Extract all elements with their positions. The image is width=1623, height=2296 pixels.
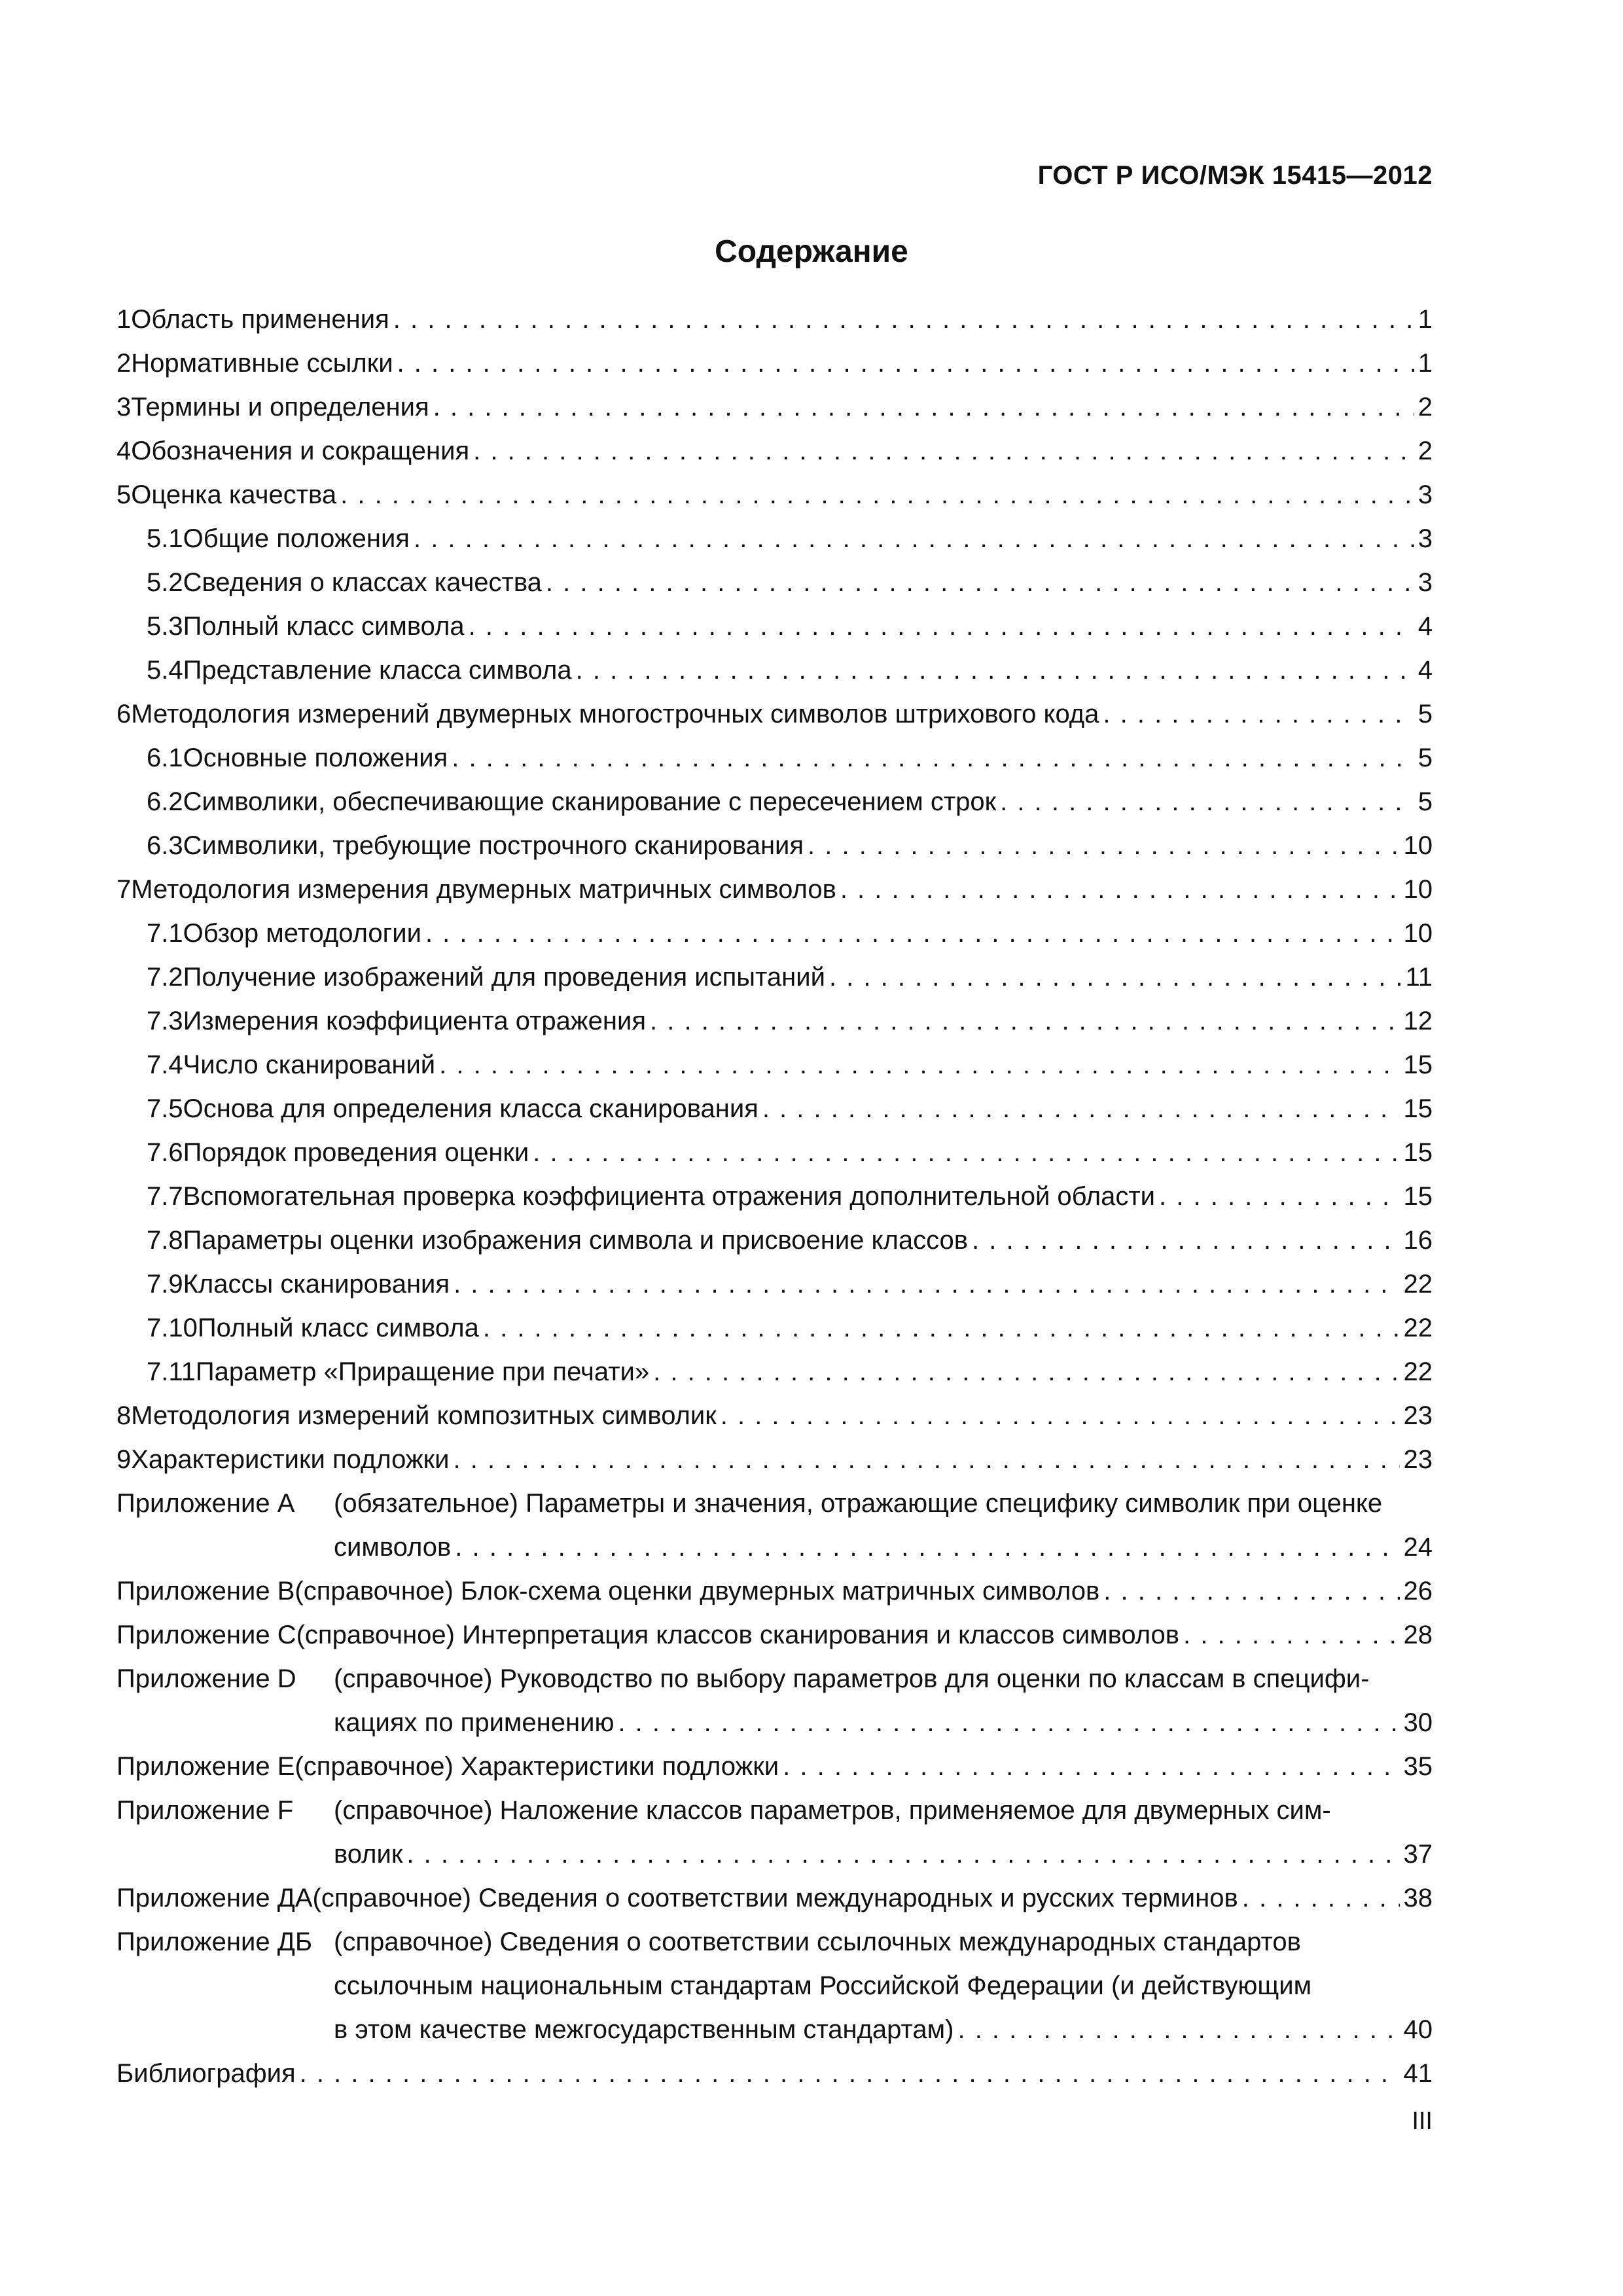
toc-entry-number: 3 — [116, 393, 132, 422]
dot-leader — [618, 1701, 1399, 1745]
toc-entry-title: Получение изображений для проведения испытаний — [183, 963, 825, 992]
dot-leader — [840, 868, 1400, 912]
toc-entry[interactable] — [116, 1263, 1433, 1306]
toc-entry[interactable] — [116, 1438, 1433, 1482]
appendix-title-line: (справочное) Характеристики подложки — [294, 1752, 779, 1781]
toc-entry-page: 28 — [1403, 1621, 1433, 1649]
toc-entry-title: Параметр «Приращение при печати» — [195, 1357, 650, 1386]
toc-entry-number: 7.1 — [147, 919, 183, 948]
toc-entry-title: Общие положения — [183, 524, 410, 553]
toc-entry-page: 15 — [1403, 1138, 1433, 1167]
appendix-title-line: (справочное) Блок-схема оценки двумерных матричных символов — [294, 1577, 1100, 1605]
toc-entry-page: 3 — [1418, 568, 1433, 597]
toc-entry-title: Полный класс символа — [183, 612, 465, 641]
toc-entry-page: 23 — [1403, 1445, 1433, 1474]
toc-entry-number: 6 — [116, 700, 132, 728]
toc-entry-number: 7 — [116, 875, 132, 904]
toc-entry-page: 37 — [1403, 1840, 1433, 1869]
toc-entry-title: Сведения о классах качества — [183, 568, 542, 597]
dot-leader — [972, 1219, 1399, 1263]
toc-entry-page: 2 — [1418, 437, 1433, 465]
toc-appendix-entry[interactable] — [116, 1920, 1433, 2052]
toc-entry-page: 10 — [1403, 831, 1433, 860]
dot-leader — [425, 912, 1400, 956]
toc-entry[interactable] — [116, 1131, 1433, 1175]
appendix-prefix: Приложение С — [116, 1621, 296, 1649]
toc-entry-title: Полный класс символа — [197, 1314, 479, 1342]
dot-leader — [439, 1043, 1399, 1087]
toc-entry[interactable] — [116, 561, 1433, 605]
toc-entry-number: 5.1 — [147, 524, 183, 553]
appendix-prefix: Приложение F — [116, 1796, 294, 1825]
dot-leader — [808, 824, 1399, 868]
page-title: Содержание — [715, 234, 908, 269]
toc-entry-number: 9 — [116, 1445, 132, 1474]
toc-appendix-entry[interactable] — [116, 1876, 1433, 1920]
appendix-title-line: (справочное) Сведения о соответствии международных и русских терминов — [312, 1884, 1238, 1912]
toc-entry-number: 2 — [116, 349, 132, 378]
toc-entry-number: 7.10 — [147, 1314, 198, 1342]
toc-appendix-entry[interactable] — [116, 1482, 1433, 1570]
dot-leader — [483, 1306, 1400, 1350]
dot-leader — [397, 342, 1414, 386]
dot-leader — [957, 2008, 1399, 2052]
toc-entry-number: 7.4 — [147, 1050, 183, 1079]
toc-entry-page: 15 — [1403, 1094, 1433, 1123]
toc-entry-number: 5.3 — [147, 612, 183, 641]
appendix-title-line: символов — [334, 1533, 452, 1562]
toc-entry-page: 1 — [1418, 349, 1433, 378]
toc-entry-title: Параметры оценки изображения символа и присвоение классов — [183, 1226, 969, 1255]
toc-entry-page: 24 — [1403, 1533, 1433, 1562]
dot-leader — [829, 956, 1402, 999]
toc-entry-page: 22 — [1403, 1314, 1433, 1342]
appendix-prefix: Приложение А — [116, 1489, 295, 1518]
toc-entry-title: Основные положения — [183, 744, 448, 772]
toc-entry-title: Измерения коэффициента отражения — [183, 1007, 647, 1035]
toc-entry[interactable] — [116, 780, 1433, 824]
toc-entry-title: Основа для определения класса сканирования — [183, 1094, 758, 1123]
toc-appendix-entry[interactable] — [116, 1570, 1433, 1613]
page-number: III — [1412, 2108, 1433, 2135]
toc-entry-title: Порядок проведения оценки — [183, 1138, 529, 1167]
appendix-title-line: кациях по применению — [334, 1708, 615, 1737]
toc-entry-title: Обозначения и сокращения — [131, 437, 470, 465]
toc-entry-page: 15 — [1403, 1182, 1433, 1211]
toc-entry[interactable] — [116, 429, 1433, 473]
dot-leader — [1103, 692, 1414, 736]
toc-entry-title: Число сканирований — [183, 1050, 436, 1079]
toc-entry-number: 7.8 — [147, 1226, 183, 1255]
dot-leader — [433, 386, 1414, 429]
toc-entry[interactable] — [116, 999, 1433, 1043]
appendix-title-line: (справочное) Наложение классов параметров, применяемое для двумерных сим- — [334, 1796, 1331, 1825]
toc-entry[interactable] — [116, 1306, 1433, 1350]
dot-leader — [576, 649, 1414, 692]
toc-appendix-entry[interactable] — [116, 1657, 1433, 1745]
toc-entry[interactable] — [116, 386, 1433, 429]
dot-leader — [455, 1526, 1399, 1570]
dot-leader — [1103, 1570, 1399, 1613]
dot-leader — [1183, 1613, 1399, 1657]
dot-leader — [452, 736, 1414, 780]
toc-entry[interactable] — [116, 1175, 1433, 1219]
toc-entry-title: Символики, обеспечивающие сканирование с пересечением строк — [183, 787, 997, 816]
appendix-prefix: Приложение ДБ — [116, 1928, 313, 1956]
toc-entry-title: Нормативные ссылки — [131, 349, 393, 378]
toc-entry-page: 11 — [1405, 963, 1433, 992]
toc-entry-number: 7.5 — [147, 1094, 183, 1123]
toc-entry-page: 40 — [1403, 2015, 1433, 2044]
dot-leader — [414, 517, 1414, 561]
toc-entry-page: 12 — [1403, 1007, 1433, 1035]
toc-entry-title: Оценка качества — [131, 480, 337, 509]
toc-entry-page: 10 — [1403, 919, 1433, 948]
appendix-title-line: (справочное) Руководство по выбору параметров для оценки по классам в специфи- — [334, 1664, 1370, 1693]
appendix-prefix: Приложение В — [116, 1577, 295, 1605]
toc-entry-number: 6.3 — [147, 831, 183, 860]
toc-entry-number: 6.1 — [147, 744, 183, 772]
appendix-title-line: в этом качестве межгосударственным стандартам) — [334, 2015, 954, 2044]
dot-leader — [454, 1438, 1400, 1482]
toc-entry-number: 7.7 — [147, 1182, 183, 1211]
toc-entry-title: Методология измерения двумерных матричных символов — [131, 875, 836, 904]
toc-entry-page: 26 — [1403, 1577, 1433, 1605]
toc-entry[interactable] — [116, 1087, 1433, 1131]
toc-entry-number: 7.2 — [147, 963, 183, 992]
toc-entry-page: 23 — [1403, 1401, 1433, 1430]
dot-leader — [1000, 780, 1414, 824]
toc-entry[interactable] — [116, 605, 1433, 649]
appendix-title-line: волик — [334, 1840, 403, 1869]
toc-entry-number: 7.11 — [147, 1357, 196, 1386]
toc-entry[interactable] — [116, 517, 1433, 561]
toc-entry-number: 5.2 — [147, 568, 183, 597]
toc-entry-title: Термины и определения — [131, 393, 429, 422]
toc-entry-page: 2 — [1418, 393, 1433, 422]
toc-entry-number: 7.6 — [147, 1138, 183, 1167]
toc-entry-page: 35 — [1403, 1752, 1433, 1781]
dot-leader — [300, 2052, 1400, 2096]
toc-entry[interactable] — [116, 1350, 1433, 1394]
toc-entry-page: 16 — [1403, 1226, 1433, 1255]
toc-entry-title: Представление класса символа — [183, 656, 572, 685]
toc-entry-title: Методология измерений двумерных многострочных символов штрихового кода — [131, 700, 1099, 728]
toc-entry-number: 5 — [116, 480, 132, 509]
toc-entry-title: Символики, требующие построчного сканирования — [183, 831, 804, 860]
bibliography-title: Библиография — [116, 2059, 296, 2088]
dot-leader — [469, 605, 1414, 649]
toc-entry-page: 22 — [1403, 1270, 1433, 1299]
toc-entry-number: 4 — [116, 437, 132, 465]
toc-appendix-entry[interactable] — [116, 1613, 1433, 1657]
dot-leader — [473, 429, 1414, 473]
dot-leader — [650, 999, 1399, 1043]
toc-entry-page: 10 — [1403, 875, 1433, 904]
dot-leader — [546, 561, 1414, 605]
toc-entry[interactable] — [116, 868, 1433, 912]
toc-entry-page: 15 — [1403, 1050, 1433, 1079]
toc-entry[interactable] — [116, 736, 1433, 780]
toc-entry-page: 41 — [1403, 2059, 1433, 2088]
toc-entry-page: 3 — [1418, 480, 1433, 509]
toc-entry-page: 1 — [1418, 305, 1433, 334]
toc-entry-title: Методология измерений композитных символик — [131, 1401, 717, 1430]
dot-leader — [762, 1087, 1400, 1131]
toc-entry[interactable] — [116, 956, 1433, 999]
document-code-header: ГОСТ Р ИСО/МЭК 15415—2012 — [1037, 161, 1433, 190]
toc-entry-page: 5 — [1418, 787, 1433, 816]
toc-entry-number: 6.2 — [147, 787, 183, 816]
toc-entry[interactable] — [116, 692, 1433, 736]
toc-entry-page: 30 — [1403, 1708, 1433, 1737]
toc-appendix-entry[interactable] — [116, 1745, 1433, 1789]
dot-leader — [340, 473, 1414, 517]
toc-entry-page: 38 — [1403, 1884, 1433, 1912]
toc-entry-number: 5.4 — [147, 656, 183, 685]
toc-bibliography[interactable] — [116, 2052, 1433, 2096]
appendix-title-line: (обязательное) Параметры и значения, отражающие специфику символик при оценке — [334, 1489, 1383, 1518]
toc-entry-number: 8 — [116, 1401, 132, 1430]
toc-entry-number: 1 — [116, 305, 132, 334]
toc-entry-title: Область применения — [131, 305, 389, 334]
dot-leader — [454, 1263, 1399, 1306]
table-of-contents — [116, 298, 1433, 2096]
appendix-title-line: (справочное) Сведения о соответствии ссылочных международных стандартов — [334, 1928, 1301, 1956]
toc-entry[interactable] — [116, 473, 1433, 517]
toc-entry-number: 7.9 — [147, 1270, 183, 1299]
dot-leader — [653, 1350, 1399, 1394]
dot-leader — [533, 1131, 1399, 1175]
toc-entry[interactable] — [116, 1043, 1433, 1087]
toc-appendix-entry[interactable] — [116, 1789, 1433, 1876]
toc-entry-page: 4 — [1418, 612, 1433, 641]
toc-entry[interactable] — [116, 649, 1433, 692]
dot-leader — [406, 1833, 1399, 1876]
dot-leader — [1159, 1175, 1399, 1219]
appendix-prefix: Приложение Е — [116, 1752, 295, 1781]
toc-entry[interactable] — [116, 1219, 1433, 1263]
appendix-title-line: ссылочным национальным стандартам Российской Федерации (и действующим — [334, 1971, 1312, 2000]
toc-entry-page: 4 — [1418, 656, 1433, 685]
toc-entry-title: Характеристики подложки — [131, 1445, 450, 1474]
toc-entry-title: Вспомогательная проверка коэффициента отражения дополнительной области — [183, 1182, 1156, 1211]
dot-leader — [721, 1394, 1400, 1438]
toc-entry-title: Классы сканирования — [183, 1270, 450, 1299]
appendix-title-line: (справочное) Интерпретация классов сканирования и классов символов — [296, 1621, 1180, 1649]
toc-entry[interactable] — [116, 1394, 1433, 1438]
dot-leader — [1242, 1876, 1400, 1920]
appendix-prefix: Приложение ДА — [116, 1884, 313, 1912]
toc-entry-title: Обзор методологии — [183, 919, 421, 948]
toc-entry-number: 7.3 — [147, 1007, 183, 1035]
toc-entry-page: 22 — [1403, 1357, 1433, 1386]
toc-entry[interactable] — [116, 912, 1433, 956]
toc-entry-page: 3 — [1418, 524, 1433, 553]
dot-leader — [783, 1745, 1399, 1789]
dot-leader — [393, 298, 1414, 342]
toc-entry[interactable] — [116, 342, 1433, 386]
toc-entry-page: 5 — [1418, 744, 1433, 772]
toc-entry-page: 5 — [1418, 700, 1433, 728]
toc-entry[interactable] — [116, 824, 1433, 868]
toc-entry[interactable] — [116, 298, 1433, 342]
appendix-prefix: Приложение D — [116, 1664, 296, 1693]
